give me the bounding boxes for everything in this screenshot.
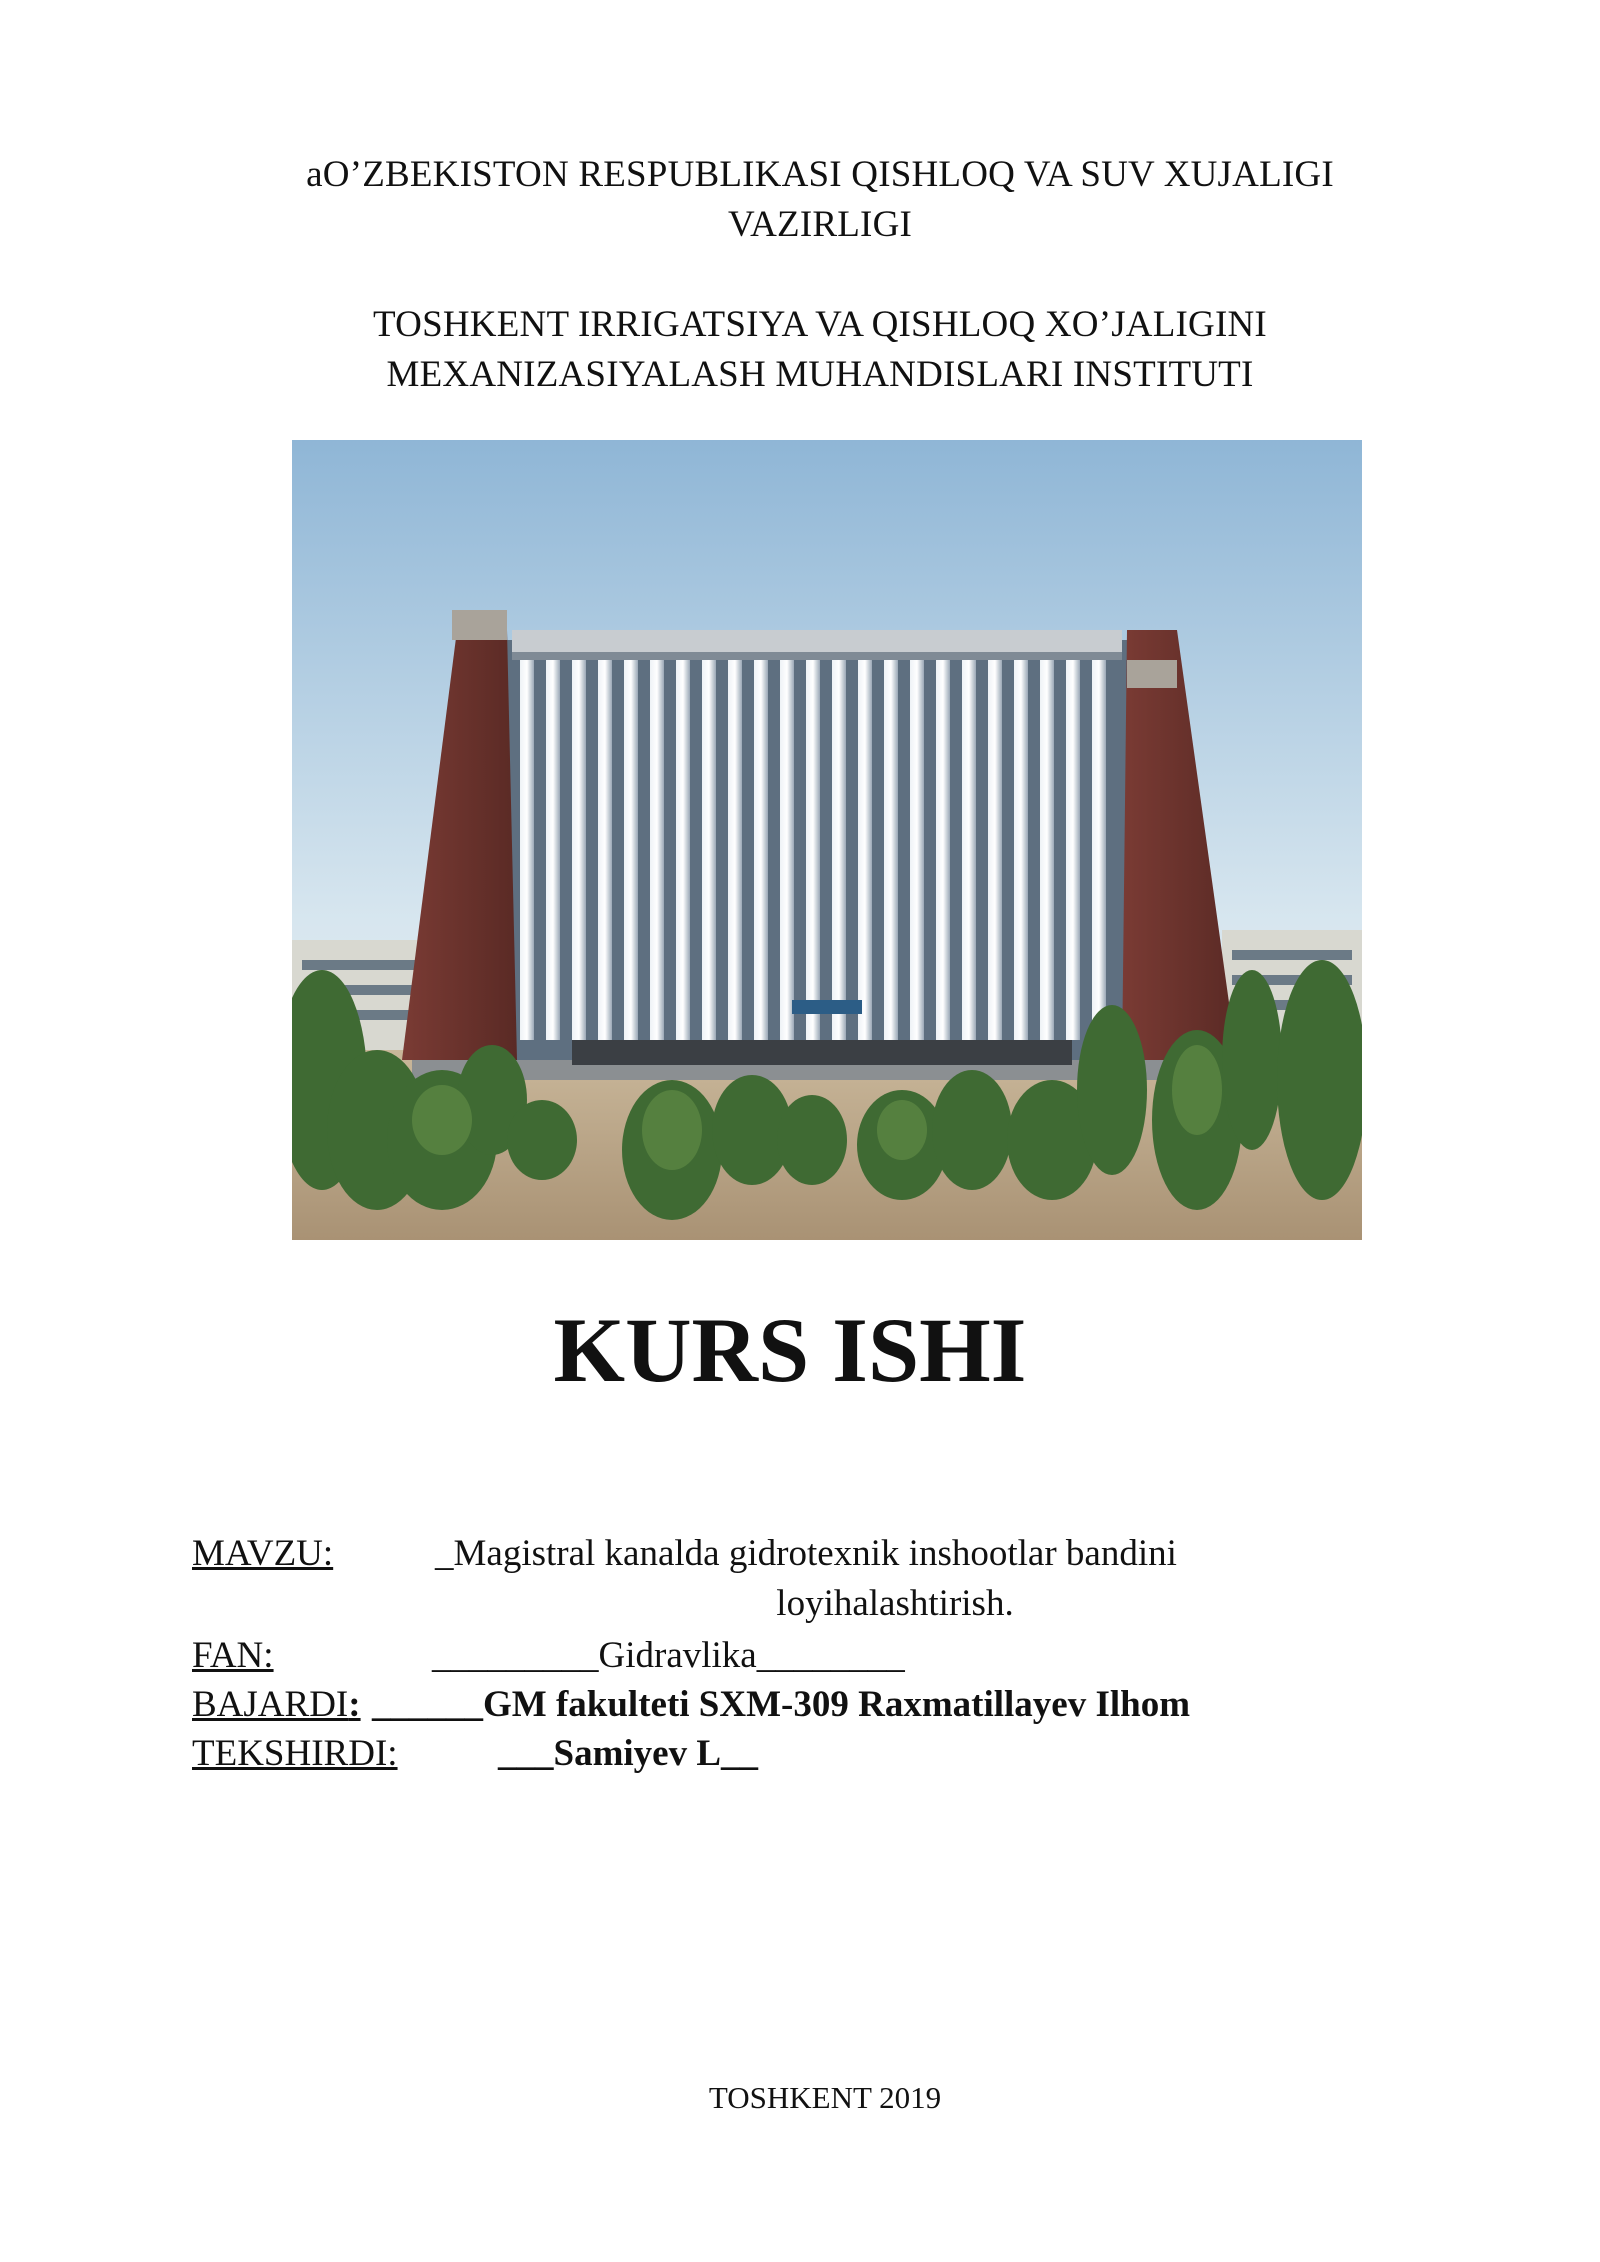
ministry-heading [200, 150, 1440, 250]
ministry-line-2: VAZIRLIGI [727, 204, 913, 245]
performed-by-label: BAJARDI: [192, 1684, 361, 1725]
topic-label: MAVZU: [192, 1533, 334, 1574]
institute-heading [200, 300, 1440, 400]
ministry-line-1: aO’ZBEKISTON RESPUBLIKASI QISHLOQ VA SUV XUJALIGI [306, 154, 1334, 195]
topic-row-continued [0, 1580, 1600, 1628]
institute-building-photo [292, 440, 1362, 1240]
performed-by-value: ______GM fakulteti SXM-309 Raxmatillayev Ilhom [372, 1684, 1191, 1725]
city-year-footer: TOSHKENT 2019 [708, 2080, 942, 2115]
topic-value-line-1: _Magistral kanalda gidrotexnik inshootlar bandini [435, 1533, 1177, 1574]
subject-value: _________Gidravlika________ [432, 1635, 905, 1676]
checked-by-label: TEKSHIRDI: [192, 1733, 398, 1774]
topic-value-line-2: loyihalashtirish. [776, 1583, 1014, 1624]
institute-line-1: TOSHKENT IRRIGATSIYA VA QISHLOQ XO’JALIGINI [373, 304, 1267, 345]
subject-label: FAN: [192, 1635, 274, 1676]
institute-line-2: MEXANIZASIYALASH MUHANDISLARI INSTITUTI [386, 354, 1254, 395]
performed-by-colon: : [348, 1684, 361, 1725]
checked-by-value: ___Samiyev L__ [498, 1733, 759, 1774]
document-title: KURS ISHI [553, 1299, 1027, 1401]
